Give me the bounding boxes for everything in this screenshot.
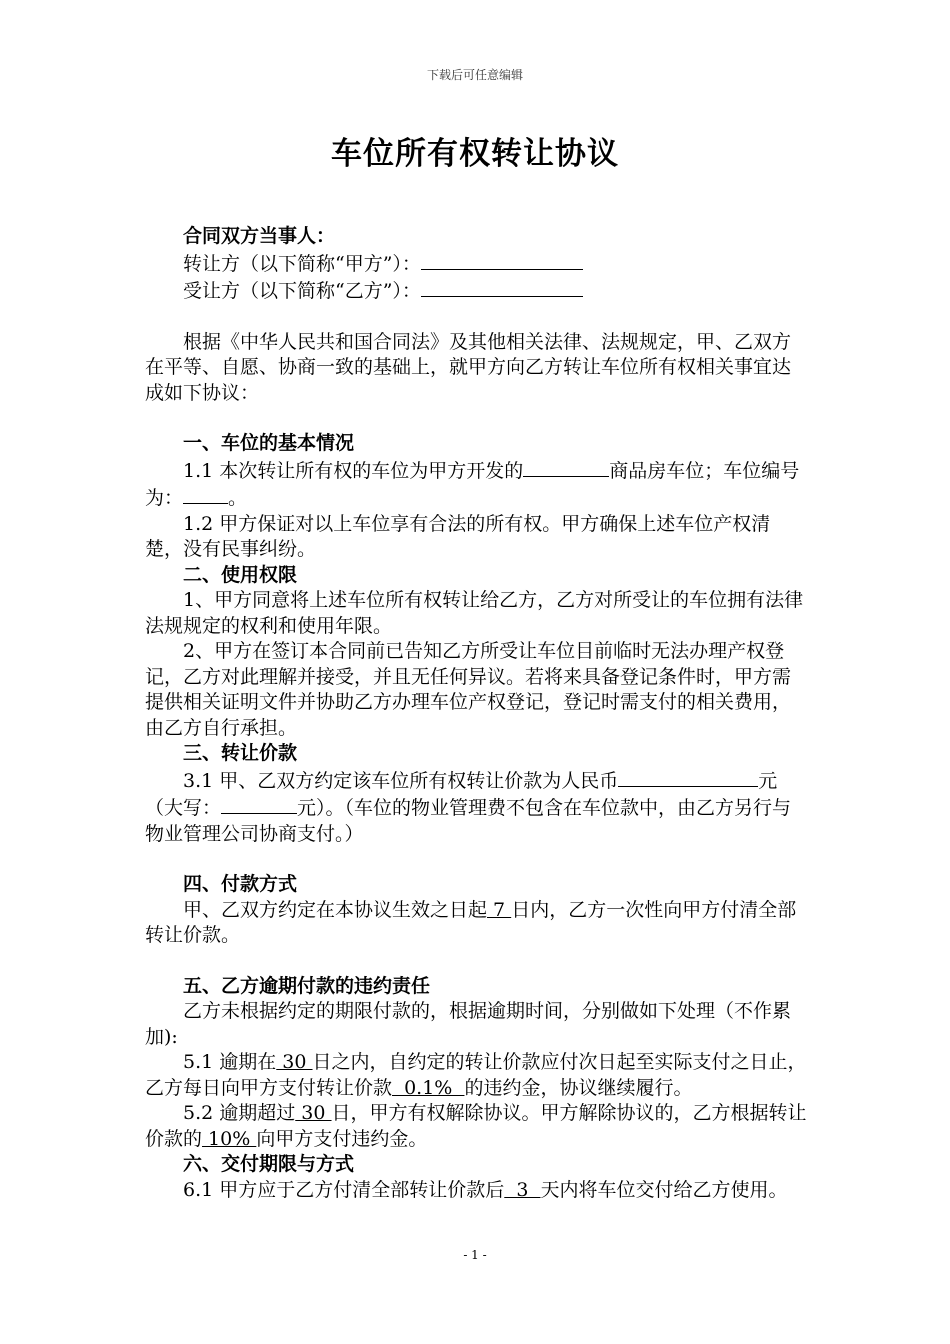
space-number-blank[interactable] [183,484,228,504]
daily-penalty-rate: 0.1% [392,1076,465,1099]
penalty-rate: 10% [202,1127,257,1150]
property-blank[interactable] [523,457,609,477]
intro-paragraph: 根据《中华人民共和国合同法》及其他相关法律、法规规定，甲、乙双方在平等、自愿、协商一致的基础上，就甲方向乙方转让车位所有权相关事宜达成如下协议： [145,330,792,404]
section-1-heading: 一、车位的基本情况 [183,432,355,454]
section-2-heading: 二、使用权限 [183,563,298,586]
document-title: 车位所有权转让协议 [331,136,619,172]
page-header: 下载后可任意编辑 [426,68,523,82]
clause-3-1: 3.1 甲、乙双方约定该车位所有权转让价款为人民币 元（大写： 元）。（车位的物业管理费不包含在车位款中，由乙方另行与物业管理公司协商支付。） [145,767,807,848]
transferee-blank[interactable] [421,277,583,297]
clause-5-intro: 乙方未根据约定的期限付款的，根据逾期时间，分别做如下处理（不作累加): [145,1000,792,1048]
transferor-line: 转让方（以下简称“甲方”）： [145,250,807,278]
transferee-line: 受让方（以下简称“乙方”）： [145,277,807,305]
clause-6-1: 6.1 甲方应于乙方付清全部转让价款后 3 天内将车位交付给乙方使用。 [183,1178,788,1201]
clause-1-2: 1.2 甲方保证对以上车位享有合法的所有权。甲方确保上述车位产权清楚，没有民事纠纷。 [145,512,771,560]
page-number: - 1 - [463,1248,487,1262]
section-4-heading: 四、付款方式 [183,873,298,895]
clause-2-2: 2、甲方在签订本合同前已告知乙方所受让车位目前临时无法办理产权登记，乙方对此理解并接受，并且无任何异议。若将来具备登记条件时，甲方需提供相关证明文件并协助乙方办理车位产权登记，登记时需支付的相关费用，由乙方自行承担。 [145,640,792,739]
clause-5-1: 5.1 逾期在 30 日之内，自约定的转让价款应付次日起至实际支付之日止，乙方每日向甲方支付转让价款 0.1% 的违约金，协议继续履行。 [145,1051,807,1099]
overdue-days-1: 30 [276,1051,313,1073]
clause-4: 甲、乙双方约定在本协议生效之日起 7 日内，乙方一次性向甲方付清全部转让价款。 [145,898,797,946]
price-words-blank[interactable] [221,794,297,814]
clause-2-1: 1、甲方同意将上述车位所有权转让给乙方，乙方对所受让的车位拥有法律法规规定的权利和使用年限。 [145,589,804,637]
payment-days: 7 [487,898,512,921]
price-blank[interactable] [618,767,758,787]
document-body [145,224,807,1203]
parties-heading: 合同双方当事人： [183,225,336,247]
section-6-heading: 六、交付期限与方式 [183,1153,355,1175]
delivery-days: 3 [504,1178,541,1201]
section-3-heading: 三、转让价款 [183,742,298,764]
transferor-blank[interactable] [421,250,583,270]
overdue-days-2: 30 [295,1102,332,1124]
clause-5-2: 5.2 逾期超过 30 日，甲方有权解除协议。甲方解除协议的，乙方根据转让价款的 10% 向甲方支付违约金。 [145,1102,807,1150]
clause-1-1: 1.1 本次转让所有权的车位为甲方开发的 商品房车位；车位编号为： 。 [145,457,807,512]
section-5-heading: 五、乙方逾期付款的违约责任 [183,974,431,997]
